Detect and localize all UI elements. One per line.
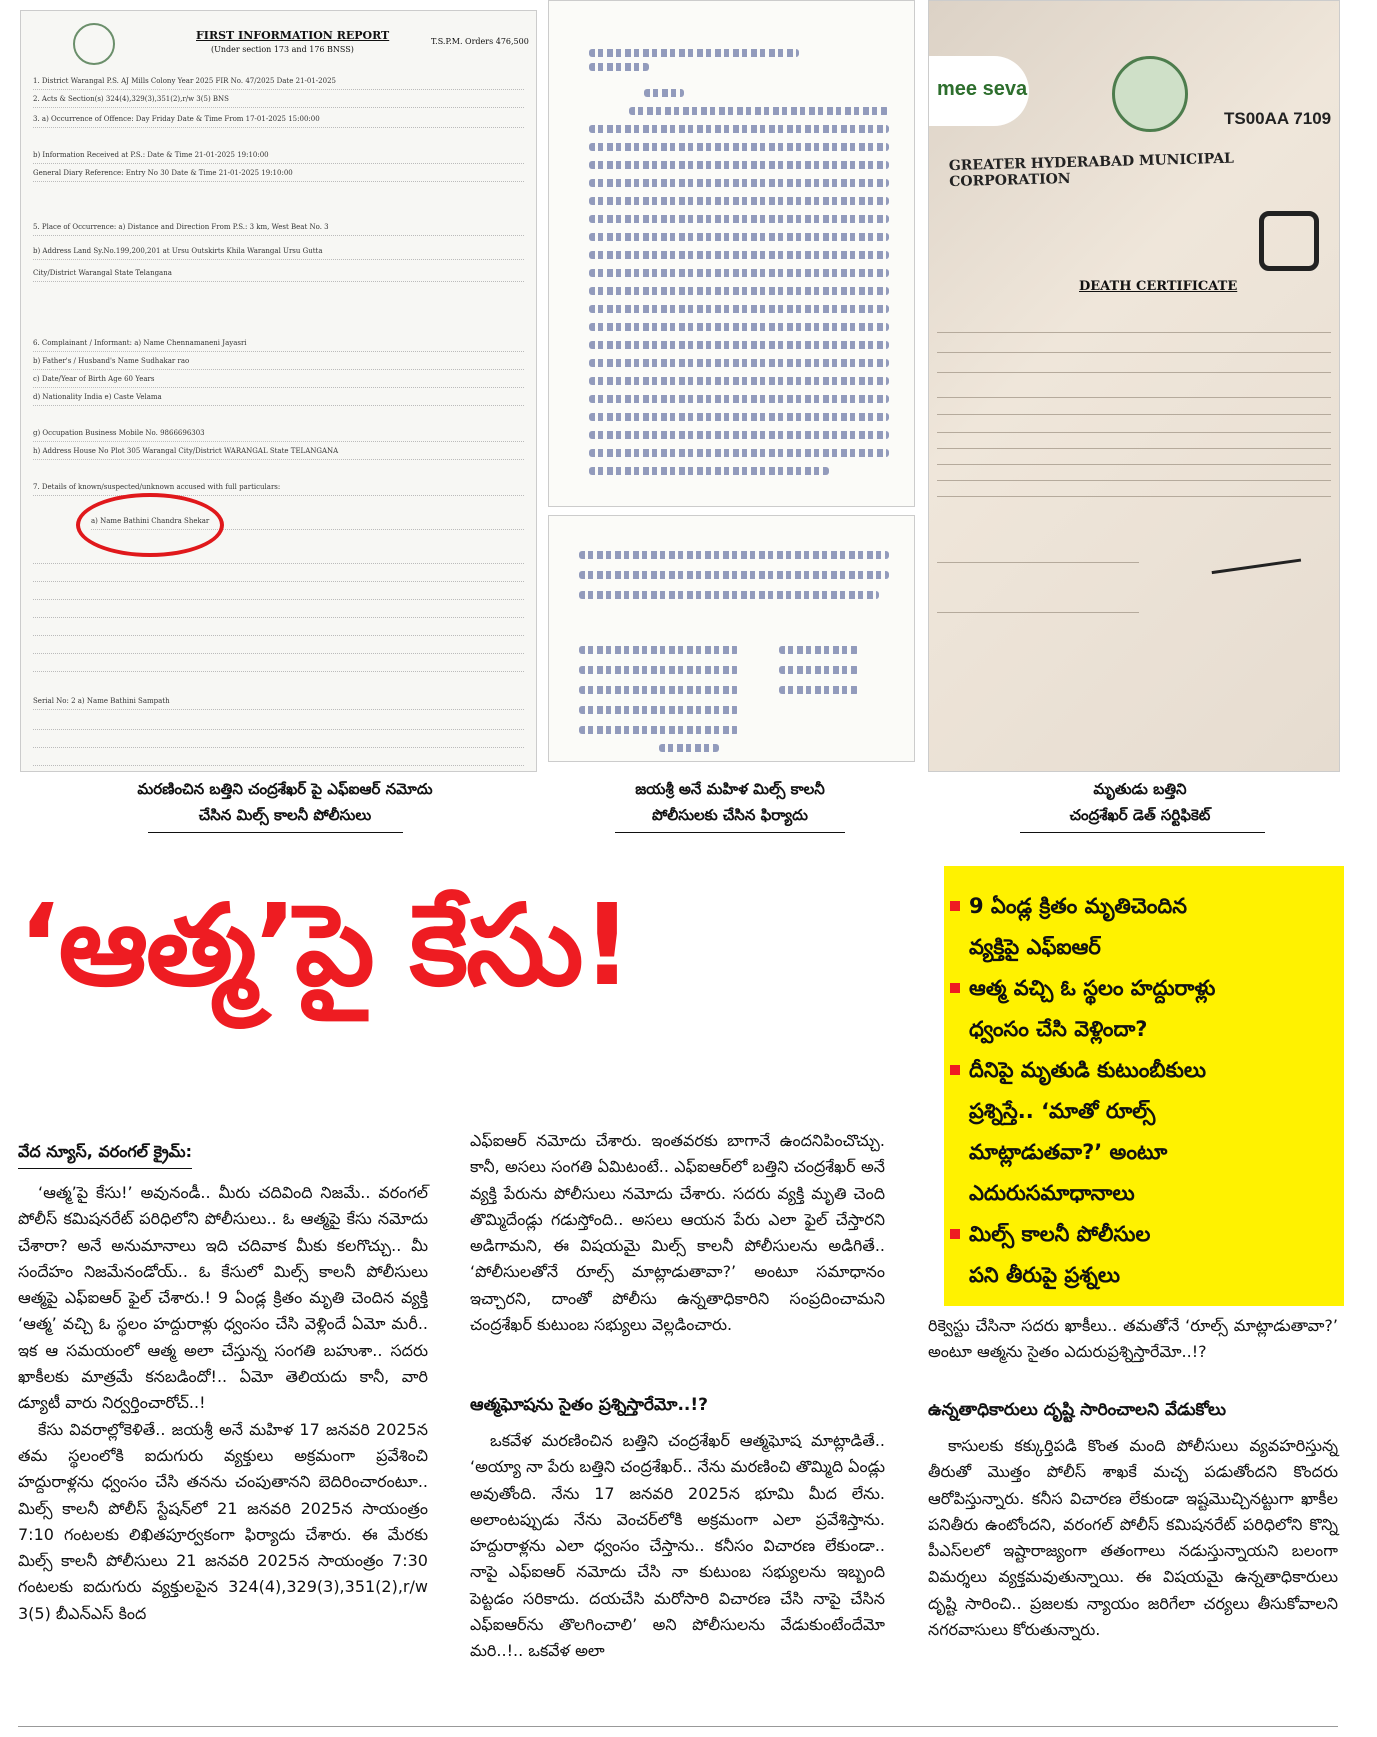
fir-row: 6. Complainant / Informant: a) Name Chennamaneni Jayasri: [33, 339, 524, 352]
fir-row: a) Name Bathini Chandra Shekar: [91, 517, 524, 530]
caption-certificate: మృతుడు బత్తిని చంద్రశేఖర్ డెత్ సర్టిఫికెట్: [1069, 780, 1211, 824]
fir-title: FIRST INFORMATION REPORT: [196, 29, 390, 42]
fir-row: General Diary Reference: Entry No 30 Date & Time 21-01-2025 19:10:00: [33, 169, 524, 182]
subheading-1: ఆత్మఘోషను సైతం ప్రశ్నిస్తారేమో..!?: [470, 1395, 708, 1415]
paragraph: కాసులకు కక్కుర్తిపడి కొంత మంది పోలీసులు వ్యవహరిస్తున్న తీరుతో మొత్తం పోలీస్ శాఖకే మచ్చ పడుతోందని కొందరు ఆరోపిస్తున్నారు. కనీస విచారణ లేకుండా ఇష్టమొచ్చినట్టుగా ఖాకీల పనితీరు ఉంటోందని, వరంగల్ పోలీస్ కమిషనరేట్ పరిధిలోని కొన్ని పీఎస్‌లలో ఇష్టారాజ్యంగా తతంగాలు నడుస్తున్నాయని బలంగా విమర్శలు వ్యక్తమవుతున్నాయి. ఈ విషయమై ఉన్నతాధికారులు దృష్టి సారించి.. ప్రజలకు న్యాయం జరిగేలా చర్యలు తీసుకోవాలని నగరవాసులు కోరుతున్నారు.: [928, 1436, 1338, 1640]
highlight-item: 9 ఏండ్ల క్రితం మృతిచెందిన వ్యక్తిపై ఎఫ్ఐఆర్: [969, 886, 1329, 968]
subheading-2: ఉన్నతాధికారులు దృష్టి సారించాలని వేడుకోలు: [928, 1400, 1226, 1420]
byline: వేద న్యూస్, వరంగల్ క్రైమ్:: [18, 1142, 192, 1165]
red-highlight-circle: [76, 493, 224, 557]
article-column-3b: [928, 1433, 1338, 1643]
highlight-item: ఆత్మ వచ్చి ఓ స్థలం హద్దురాళ్లు ధ్వంసం చేసి వెళ్లిందా?: [969, 968, 1329, 1050]
article-column-2: [470, 1128, 885, 1338]
government-seal-icon: [1112, 56, 1188, 132]
fir-row: g) Occupation Business Mobile No. 9866696303: [33, 429, 524, 442]
fir-row: 3. a) Occurrence of Offence: Day Friday Date & Time From 17-01-2025 15:00:00: [33, 115, 524, 128]
highlight-item: దీనిపై మృతుడి కుటుంబీకులు ప్రశ్నిస్తే.. ‘మాతో రూల్స్ మాట్లాడుతవా?’ అంటూ ఎదురుసమాధానాలు: [969, 1050, 1329, 1214]
fir-row: b) Address Land Sy.No.199,200,201 at Ursu Outskirts Khila Warangal Ursu Gutta: [33, 247, 524, 260]
caption-fir: మరణించిన బత్తిని చంద్రశేఖర్ పై ఎఫ్ఐఆర్ నమోదు చేసిన మిల్స్ కాలనీ పోలీసులు: [137, 780, 433, 824]
paragraph: ఒకవేళ మరణించిన బత్తిని చంద్రశేఖర్ ఆత్మఘోష మాట్లాడితే.. ‘అయ్యా నా పేరు బత్తిని చంద్రశేఖర్.. నేను మరణించి తొమ్మిది ఏండ్లు అవుతోంది. నేను 17 జనవరి 2025న భూమి మీద లేను. అలాంటప్పుడు నేను వెంచర్‌లోకి అక్రమంగా ఎలా ప్రవేశిస్తాను. హద్దురాళ్లను ఎలా ధ్వంసం చేస్తాను.. కనీసం విచారణ లేకుండా.. నాపై ఎఫ్ఐఆర్ నమోదు చేసి నా కుటుంబ సభ్యులను ఇబ్బంది పెట్టడం సరికాదు. దయచేసి మరోసారి విచారణ చేసి నాపై చేసిన ఎఫ్ఐఆర్‌ను తొలగించాలి’ అని పోలీసులను వేడుకుంటేందేమో మరి..!.. ఒకవేళ అలా: [470, 1431, 885, 1661]
caption-complaint: జయశ్రీ అనే మహిళ మిల్స్ కాలనీ పోలీసులకు చేసిన ఫిర్యాదు: [635, 780, 825, 824]
certificate-title: DEATH CERTIFICATE: [1079, 279, 1238, 294]
death-certificate-photo: [928, 0, 1340, 772]
fir-row: 1. District Warangal P.S. AJ Mills Colony Year 2025 FIR No. 47/2025 Date 21-01-2025: [33, 77, 524, 90]
fir-subtitle: (Under section 173 and 176 BNSS): [211, 45, 354, 54]
telangana-seal-icon: [73, 23, 115, 65]
article-column-2b: [470, 1428, 885, 1665]
fir-row: h) Address House No Plot 305 Warangal City/District WARANGAL State TELANGANA: [33, 447, 524, 460]
bottom-rule: [18, 1726, 1338, 1727]
fir-order: T.S.P.M. Orders 476,500: [431, 37, 529, 46]
fir-row: b) Information Received at P.S.: Date & Time 21-01-2025 19:10:00: [33, 151, 524, 164]
fir-row: 7. Details of known/suspected/unknown accused with full particulars:: [33, 483, 524, 496]
certificate-corporation: GREATER HYDERABAD MUNICIPAL CORPORATION: [948, 150, 1235, 191]
article-column-1: [18, 1180, 428, 1627]
paragraph: ‘ఆత్మ’పై కేసు!’ అవునండీ.. మీరు చదివింది నిజమే.. వరంగల్ పోలీస్ కమిషనరేట్ పరిధిలోని పోలీసులు.. ఓ ఆత్మపై కేసు నమోదు చేశారా? అనే అనుమానాలు ఇది చదివాక మీకు కలగొచ్చు.. మీ సందేహం నిజమేనండోయ్.. ఓ కేసులో మిల్స్ కాలనీ పోలీసులు ఆత్మపై ఎఫ్ఐఆర్ ఫైల్ చేశారు.! 9 ఏండ్ల క్రితం మృతి చెందిన వ్యక్తి ‘ఆత్మ’ వచ్చి ఓ స్థలం హద్దురాళ్లు ధ్వంసం చేసి వెళ్లిందే ఏమో మరీ.. ఇక ఆ సమయంలో ఆత్మ అలా చేస్తున్న సంగతి బహుశా.. సదరు ఖాకీలకు మాత్రమే కనబడిందో!.. ఏమో తెలియదు కానీ, వారి డ్యూటీ వారు నిర్వర్తించారోచ్..!: [18, 1183, 428, 1413]
signature: [1207, 525, 1301, 574]
fir-photo: [20, 10, 537, 772]
fir-row: c) Date/Year of Birth Age 60 Years: [33, 375, 524, 388]
headline: ‘ఆత్మ’పై కేసు!: [18, 881, 631, 1011]
fir-row: 5. Place of Occurrence: a) Distance and Direction From P.S.: 3 km, West Beat No. 3: [33, 223, 524, 236]
fir-row: Serial No: 2 a) Name Bathini Sampath: [33, 697, 524, 710]
fir-row: City/District Warangal State Telangana: [33, 269, 524, 282]
fir-row: d) Nationality India e) Caste Velama: [33, 393, 524, 406]
article-column-3: [928, 1313, 1338, 1366]
paragraph: కేసు వివరాల్లోకెళితే.. జయశ్రీ అనే మహిళ 17 జనవరి 2025న తమ స్థలంలోకి ఐదుగురు వ్యక్తులు అక్రమంగా ప్రవేశించి హద్దురాళ్లను ధ్వంసం చేసి తనను చంపుతానని బెదిరించారంటూ.. మిల్స్ కాలనీ పోలీస్ స్టేషన్‌లో 21 జనవరి 2025న సాయంత్రం 7:10 గంటలకు లిఖితపూర్వకంగా ఫిర్యాదు చేశారు. ఈ మేరకు మిల్స్ కాలనీ పోలీసులు 21 జనవరి 2025న సాయంత్రం 7:30 గంటలకు ఐదుగురు వ్యక్తులపైన 324(4),329(3),351(2),r/w 3(5) బీఎన్ఎస్ కింద: [18, 1419, 428, 1623]
paragraph: ఎఫ్ఐఆర్ నమోదు చేశారు. ఇంతవరకు బాగానే ఉందనిపించొచ్చు. కానీ, అసలు సంగతి ఏమిటంటే.. ఎఫ్ఐఆర్‌లో బత్తిని చంద్రశేఖర్ అనే వ్యక్తి పేరును పోలీసులు నమోదు చేశారు. సదరు వ్యక్తి మృతి చెంది తొమ్మిదేండ్లు గడుస్తోంది.. అసలు ఆయన పేరు ఎలా ఫైల్ చేస్తారని అడిగామని, ఈ విషయమై మిల్స్ కాలనీ పోలీసులను అడిగితే.. ‘పోలీసులతోనే రూల్స్ మాట్లాడుతావా?’ అంటూ సమాధానం ఇచ్చారని, దాంతో పోలీసు ఉన్నతాధికారిని సంప్రదించామని చంద్రశేఖర్ కుటుంబ సభ్యులు వెల్లడించారు.: [470, 1131, 885, 1335]
fir-row: 2. Acts & Section(s) 324(4),329(3),351(2),r/w 3(5) BNS: [33, 95, 524, 108]
ghmc-logo-icon: [1259, 211, 1319, 271]
fir-row: b) Father's / Husband's Name Sudhakar rao: [33, 357, 524, 370]
complaint-letter-photo: [548, 0, 915, 507]
meeseva-logo: mee seva: [929, 56, 1029, 126]
paragraph: రిక్వెస్టు చేసినా సదరు ఖాకీలు.. తమతోనే ‘రూల్స్ మాట్లాడుతావా?’ అంటూ ఆత్మను సైతం ఎదురుప్రశ్నిస్తారేమో..!?: [928, 1316, 1338, 1362]
highlights-box: [944, 866, 1344, 1306]
highlight-item: మిల్స్ కాలనీ పోలీసుల పని తీరుపై ప్రశ్నలు: [969, 1214, 1329, 1296]
complaint-letter-page2-photo: [548, 515, 915, 762]
certificate-code: TS00AA 7109: [1224, 109, 1332, 128]
